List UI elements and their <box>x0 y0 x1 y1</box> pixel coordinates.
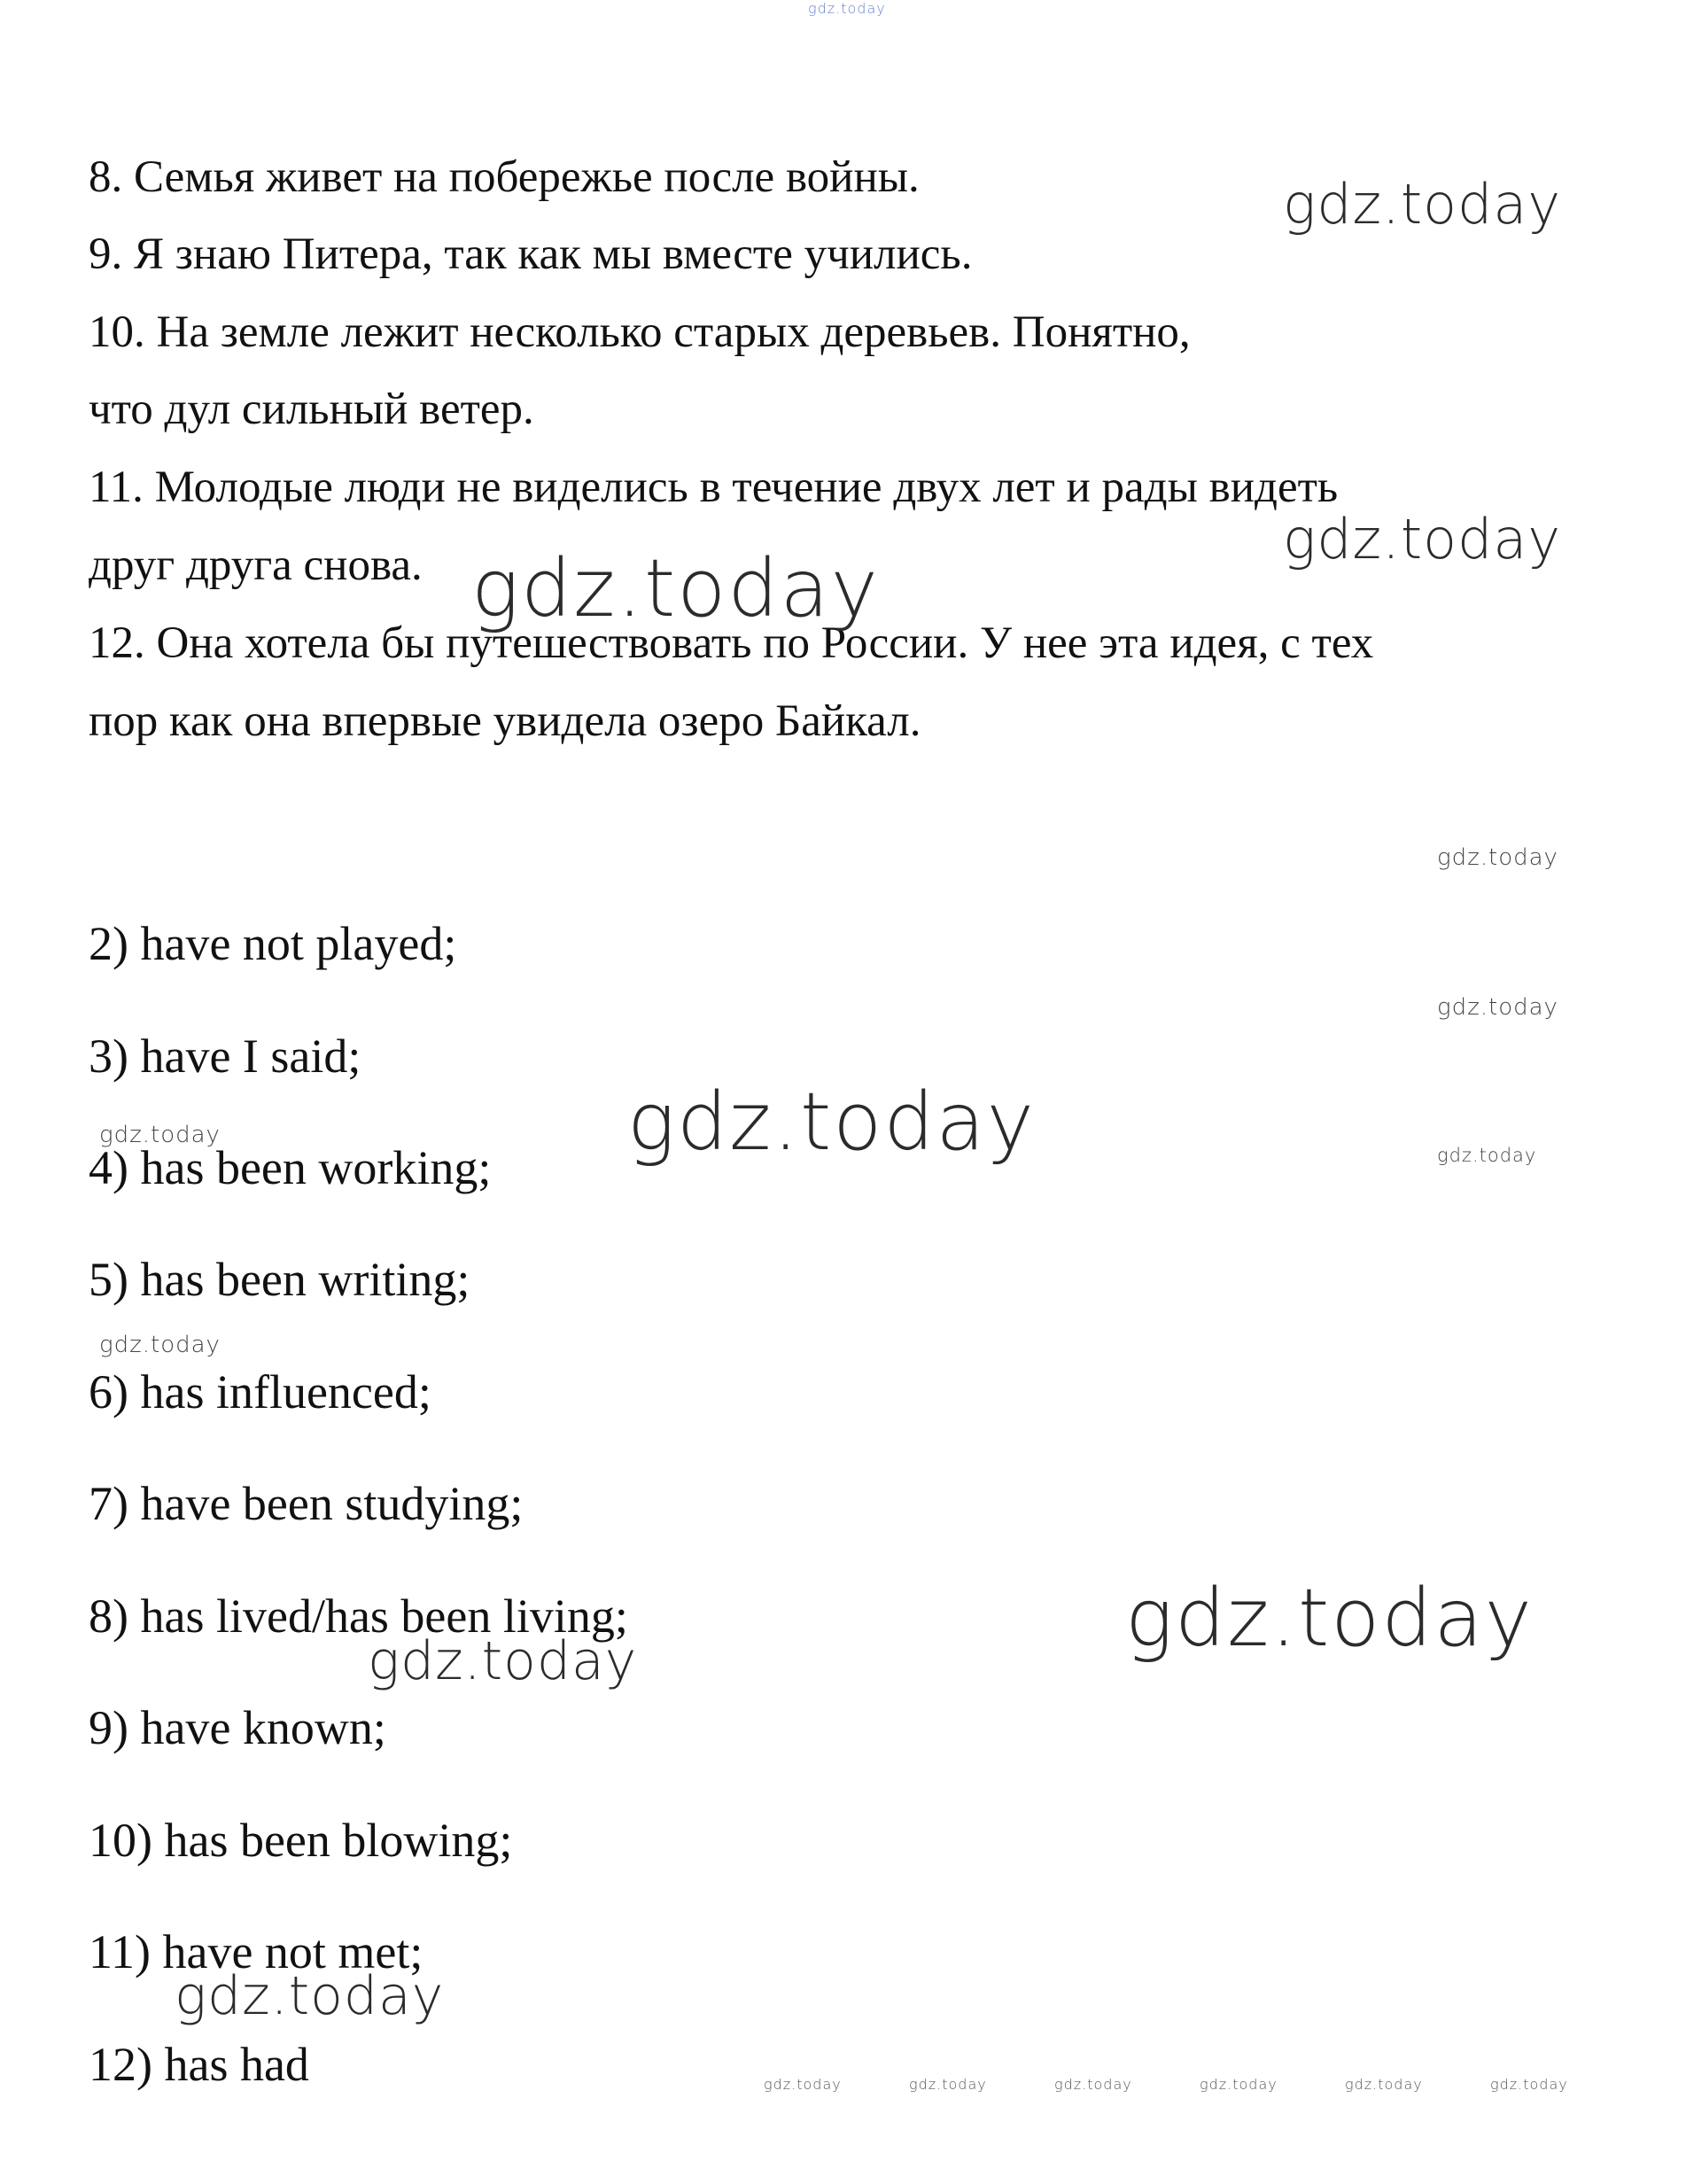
translation-line-9: 9. Я знаю Питера, так как мы вместе учились. <box>89 229 973 279</box>
watermark: gdz.today <box>1283 507 1562 571</box>
watermark-bottom: gdz.today <box>1054 2076 1132 2093</box>
translation-line-10b: что дул сильный ветер. <box>89 385 534 434</box>
watermark: gdz.today <box>1283 172 1562 237</box>
watermark-bottom: gdz.today <box>1345 2076 1423 2093</box>
answer-line-11: 11) have not met; <box>89 1925 423 1978</box>
answer-line-6: 6) has influenced; <box>89 1365 431 1418</box>
answer-line-10: 10) has been blowing; <box>89 1814 513 1867</box>
translation-line-12a: 12. Она хотела бы путешествовать по России. У нее эта идея, с тех <box>89 618 1374 668</box>
watermark-bottom: gdz.today <box>1200 2076 1278 2093</box>
watermark-bottom: gdz.today <box>1490 2076 1568 2093</box>
watermark: gdz.today <box>1125 1572 1534 1665</box>
watermark: gdz.today <box>368 1630 638 1692</box>
answer-line-12: 12) has had <box>89 2038 309 2091</box>
answer-line-2: 2) have not played; <box>89 917 457 970</box>
watermark: gdz.today <box>1437 844 1558 871</box>
answer-line-9: 9) have known; <box>89 1701 386 1754</box>
watermark: gdz.today <box>1437 1145 1537 1166</box>
translation-line-11b: друг друга снова. <box>89 540 423 590</box>
translation-line-8: 8. Семья живет на побережье после войны. <box>89 152 920 202</box>
watermark-bottom: gdz.today <box>909 2076 987 2093</box>
answer-line-8: 8) has lived/has been living; <box>89 1589 628 1643</box>
translation-line-11a: 11. Молодые люди не виделись в течение двух лет и рады видеть <box>89 462 1339 512</box>
watermark: gdz.today <box>1437 994 1558 1021</box>
answer-line-7: 7) have been studying; <box>89 1477 524 1530</box>
translation-line-10a: 10. На земле лежит несколько старых деревьев. Понятно, <box>89 307 1191 357</box>
answer-line-4: 4) has been working; <box>89 1141 492 1194</box>
translation-line-12b: пор как она впервые увидела озеро Байкал. <box>89 696 921 746</box>
watermark-top: gdz.today <box>808 0 886 17</box>
answer-line-5: 5) has been writing; <box>89 1253 470 1306</box>
watermark: gdz.today <box>175 1965 445 2027</box>
watermark: gdz.today <box>471 542 880 635</box>
watermark: gdz.today <box>99 1332 221 1358</box>
watermark: gdz.today <box>627 1076 1036 1169</box>
watermark-bottom: gdz.today <box>764 2076 842 2093</box>
watermark: gdz.today <box>99 1122 221 1148</box>
answer-line-3: 3) have I said; <box>89 1030 361 1083</box>
